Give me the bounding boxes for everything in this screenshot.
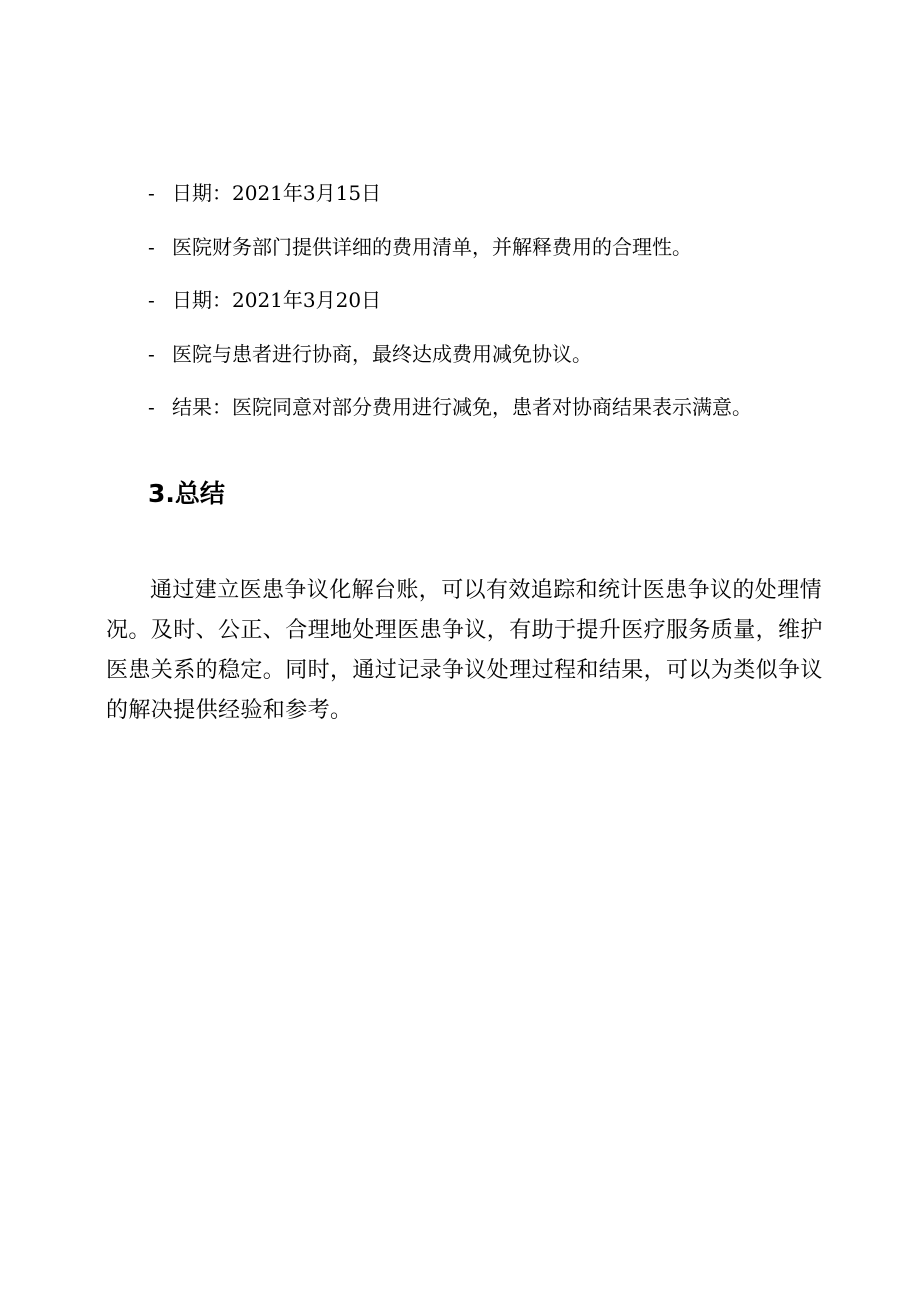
event-bullet-list — [148, 175, 848, 443]
list-item — [148, 282, 848, 318]
list-item-text: 医院与患者进行协商，最终达成费用减免协议。 — [172, 341, 592, 366]
list-item-text: 结果：医院同意对部分费用进行减免，患者对协商结果表示满意。 — [172, 395, 752, 419]
list-item-text: 日期：2021年3月15日 — [172, 181, 382, 205]
section-heading: 3.总结 — [148, 479, 225, 508]
bullet-dash: - — [148, 234, 155, 259]
list-item — [148, 336, 848, 372]
bullet-dash: - — [148, 341, 155, 366]
list-item — [148, 175, 848, 211]
bullet-dash: - — [148, 395, 155, 419]
list-item-text: 日期：2021年3月20日 — [172, 288, 382, 312]
list-item-text: 医院财务部门提供详细的费用清单，并解释费用的合理性。 — [172, 234, 692, 259]
list-item — [148, 229, 848, 265]
bullet-dash: - — [148, 181, 155, 205]
bullet-dash: - — [148, 288, 155, 312]
summary-paragraph: 通过建立医患争议化解台账，可以有效追踪和统计医患争议的处理情况。及时、公正、合理地处理医患争议，有助于提升医疗服务质量，维护医患关系的稳定。同时，通过记录争议处理过程和结果，可以为类似争议的解决提供经验和参考。 — [106, 578, 823, 723]
list-item — [148, 389, 848, 425]
